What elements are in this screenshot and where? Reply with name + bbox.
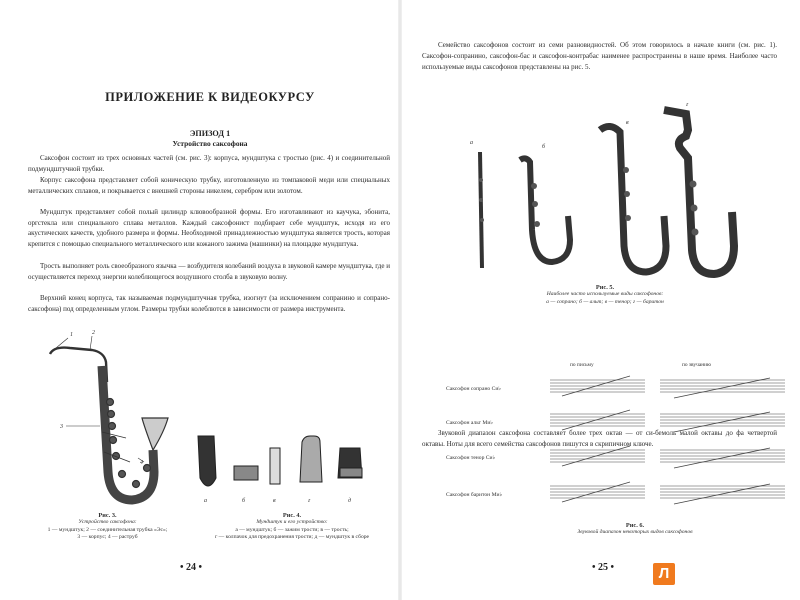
fig4-label-v: в <box>273 498 276 504</box>
paragraph-4: Трость выполняет роль своеобразного язычка — возбудителя колебаний воздуха в звуковой камере мундштука, где и осуществляется переход энергии колеблющегося воздушного столба в звуковую волну. <box>28 262 390 281</box>
column-header-sounding: по звучанию <box>682 362 712 368</box>
figure-4-title: Мундштук и его устройство: <box>256 519 328 526</box>
figure-3-title: Устройство саксофона: <box>78 519 137 526</box>
figure-5-number: Рис. 5. <box>595 284 615 291</box>
page-heading: ПРИЛОЖЕНИЕ К ВИДЕОКУРСУ <box>105 90 315 104</box>
figure-5-caption <box>460 284 750 306</box>
column-header-written: по письму <box>570 362 594 368</box>
figure-5-title: Наиболее часто используемые виды саксофонов: <box>546 291 664 298</box>
figure-6-caption <box>490 522 780 537</box>
fig5-letter-g: г <box>686 102 689 108</box>
paragraph-3: Мундштук представляет собой полый цилиндр клювообразной формы. Его изготавливают из каучука, эбонита, оргстекла или специального сплава металлов. Каждый саксофонист подбирает себе мундштук, исходя из его акустических качеств, удобного размера и формы. Необходимой принадлежностью мундштука является трость, которая крепится с помощью специального металлического или кожаного зажима (машинки) на площадке мундштука. <box>28 208 390 248</box>
fig5-letter-v: в <box>626 120 629 126</box>
fig5-letter-b: б <box>542 144 546 150</box>
figure-5-legend: а — сопрано; б — альт; в — тенор; г — баритон <box>546 298 664 305</box>
figure-3-number: Рис. 3. <box>98 512 117 519</box>
fig4-label-b: б <box>242 498 246 504</box>
staff-label-baritone: Саксофон баритон Ми♭ <box>446 492 503 498</box>
fig4-label-g: г <box>308 498 311 504</box>
episode-heading: ЭПИЗОД 1 <box>189 129 231 138</box>
paragraph-1: Саксофон состоит из трех основных частей (см. рис. 3): корпуса, мундштука с тростью (рис. 4) и соединительной подмундштучной трубки. <box>28 154 390 173</box>
figure-3-legend-1: 1 — мундштук; 2 — соединительная трубка «Эс»; <box>47 526 168 533</box>
right-page <box>400 0 800 600</box>
figure-3-saxophone-diagram <box>30 322 180 512</box>
figure-6-music-staves <box>550 370 790 510</box>
fig3-callout-1: 1 <box>70 332 73 338</box>
episode-subtitle: Устройство саксофона <box>172 139 248 148</box>
figure-6-number: Рис. 6. <box>625 522 645 529</box>
figure-4-caption <box>186 512 398 542</box>
paragraph-5: Верхний конец корпуса, так называемая подмундштучная трубка, изогнут (за исключением сопранино и сопрано-саксофона) под определенным углом. Размеры трубки колеблются в зависимости от размера инструмента. <box>28 294 390 313</box>
staff-label-alto: Саксофон альт Ми♭ <box>446 420 493 426</box>
figure-3-caption <box>20 512 195 542</box>
page-number-left: • 24 • <box>180 562 203 573</box>
fig4-label-d: д <box>348 498 352 504</box>
figure-6-title: Звуковой диапазон некоторых видов саксофонов <box>577 529 693 536</box>
figure-3-legend-2: 3 — корпус; 4 — раструб <box>77 534 138 541</box>
figure-4-legend-2: г — колпачок для предохранения трости; д — мундштук в сборе <box>214 534 370 541</box>
fig3-callout-3: 3 <box>60 424 63 430</box>
fig4-label-a: а <box>204 498 207 504</box>
staff-label-tenor: Саксофон тенор Си♭ <box>446 455 496 461</box>
page-number-right: • 25 • <box>592 562 615 573</box>
figure-4-legend-1: а — мундштук; б — зажим трости; в — трость; <box>235 526 349 533</box>
paragraph-2: Корпус саксофона представляет собой коническую трубку, изготовленную из томпаковой меди или специальных металлических сплавов, и покрывается с внешней стороны никелем, серебром или золотом. <box>28 176 390 195</box>
range-paragraph: Звуковой диапазон саксофона составляет более трех октав — от си-бемоль малой октавы до фа четвертой октавы. Ноты для всего семейства саксофонов пишутся в скрипичном ключе. <box>422 429 777 448</box>
intro-paragraph: Семейство саксофонов состоит из семи разновидностей. Об этом говорилось в начале книги (см. рис. 1). Саксофон-сопранино, саксофон-бас и саксофон-контрабас наименее распространены в наше время. Наиболее часто используемые виды саксофонов представлены на рис. 5. <box>422 41 777 71</box>
fig3-callout-2: 2 <box>92 330 95 336</box>
figure-4-mouthpiece-diagram <box>190 430 390 512</box>
publisher-logo: Л <box>653 563 675 585</box>
fig3-callout-4: 4 <box>140 460 143 466</box>
staff-label-soprano: Саксофон сопрано Си♭ <box>446 386 501 392</box>
fig5-letter-a: а <box>470 140 473 146</box>
figure-4-number: Рис. 4. <box>282 512 302 519</box>
figure-5-saxophone-family <box>460 100 750 280</box>
